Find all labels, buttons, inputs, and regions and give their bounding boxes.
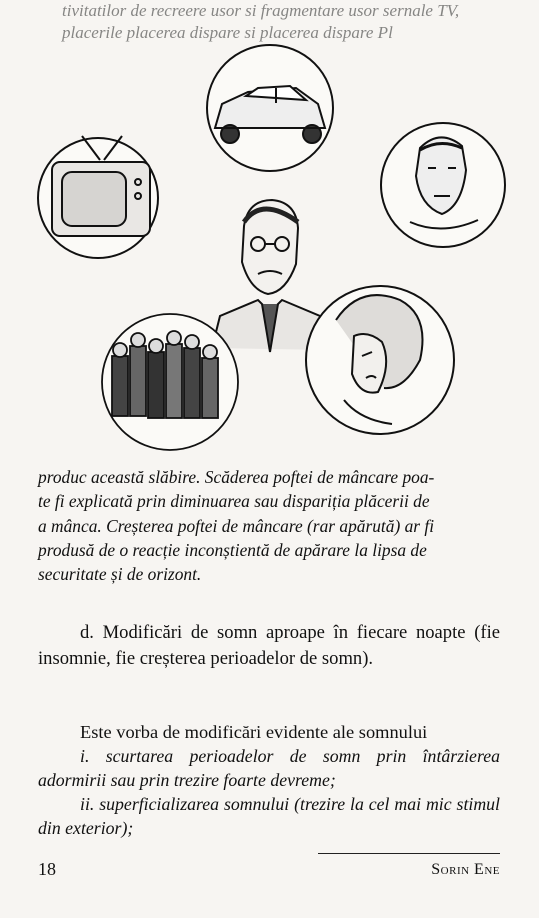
crowd-panel bbox=[102, 314, 238, 450]
author-name: Sorin Ene bbox=[431, 861, 500, 878]
list-item: i. scurtarea perioadelor de somn prin întârzierea adormirii sau prin trezire foarte devreme; bbox=[38, 746, 500, 790]
sleep-modifications-list bbox=[38, 720, 500, 840]
woman-crying-panel bbox=[306, 286, 454, 434]
page-number: 18 bbox=[38, 859, 56, 879]
car-panel bbox=[207, 45, 333, 171]
bleed-line: placerile placerea dispare si placerea dispare Pl bbox=[62, 23, 393, 42]
television-panel bbox=[38, 136, 158, 258]
italic-line: te fi explicată prin diminuarea sau dispariția plăcerii de bbox=[38, 491, 430, 512]
italic-line: produc această slăbire. Scăderea poftei de mâncare poa- bbox=[38, 467, 435, 487]
central-man-figure bbox=[212, 200, 328, 352]
italic-line: a mânca. Creșterea poftei de mâncare (rar apărută) ar fi bbox=[38, 515, 435, 536]
italic-line: produsă de o reacție inconștientă de apărare la lipsa de bbox=[38, 539, 427, 560]
worried-man-panel bbox=[381, 123, 505, 247]
italic-line: securitate și de orizont. bbox=[38, 564, 202, 585]
section-d bbox=[38, 620, 500, 671]
italic-paragraph bbox=[38, 465, 500, 586]
section-d-text: d. Modificări de somn aproape în fiecare noapte (fie insomnie, fie creșterea perioadelor de somn). bbox=[38, 622, 500, 669]
footer-rule bbox=[318, 853, 500, 854]
list-item: ii. superficializarea somnului (trezire la cel mai mic stimul din exterior); bbox=[38, 794, 500, 838]
bleed-line: tivitatilor de recreere usor si fragmentare usor sernale TV, bbox=[62, 1, 460, 20]
list-lead: Este vorba de modificări evidente ale somnului bbox=[80, 722, 428, 742]
